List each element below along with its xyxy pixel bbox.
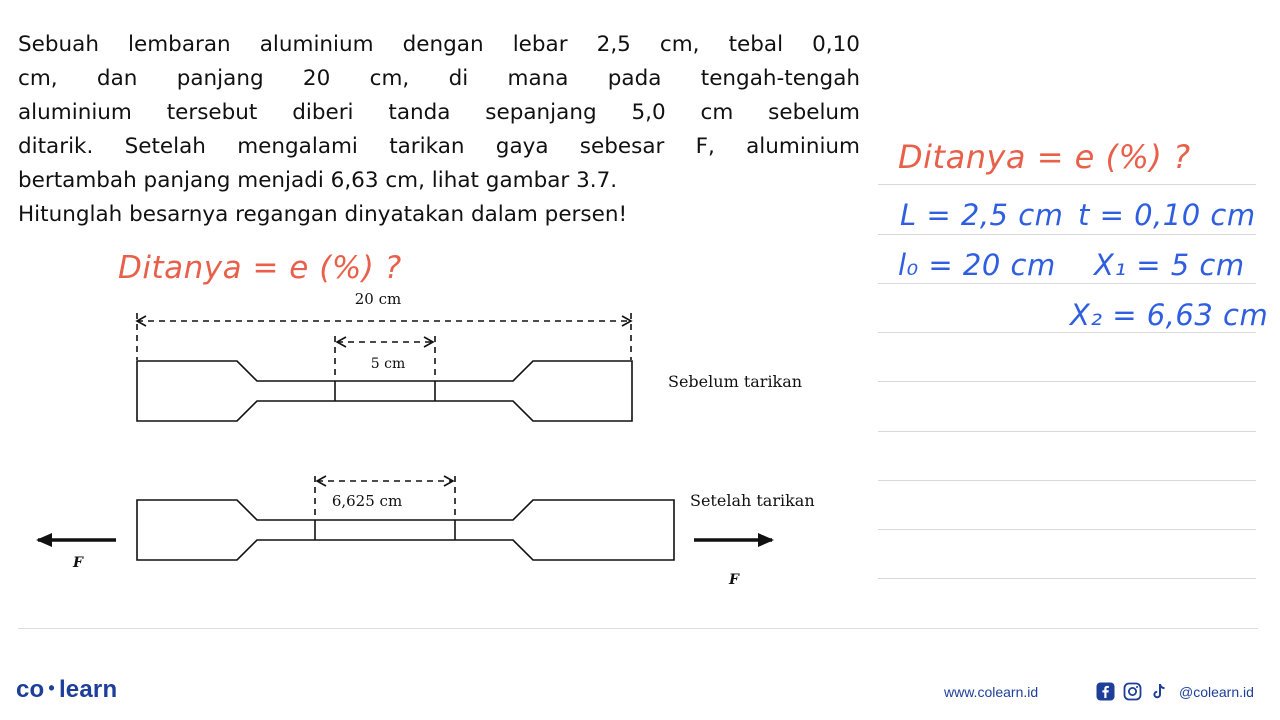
problem-line-6: Hitunglah besarnya regangan dinyatakan dalam persen! [18,202,628,227]
handwritten-asked-left: Ditanya = e (%) ? [118,250,402,286]
problem-line-5: bertambah panjang menjadi 6,63 cm, lihat gambar 3.7. [18,168,618,193]
problem-line-4: ditarik. Setelah mengalami tarikan gaya sebesar F, aluminium [18,134,860,159]
label-total-length: 20 cm [354,290,402,308]
social-handle[interactable]: @colearn.id [1179,683,1254,700]
label-gauge-before: 5 cm [370,356,406,372]
specimen-after [137,500,674,560]
problem-line-2: cm, dan panjang 20 cm, di mana pada tengah-tengah [18,66,860,91]
handwritten-asked-main: Ditanya = e (%) ? [898,138,1191,176]
website-link[interactable]: www.colearn.id [944,684,1039,700]
brand-left: co [16,676,45,703]
tiktok-icon[interactable] [1150,682,1169,701]
given-mark-after: X₂ = 6,63 cm [1070,298,1269,332]
given-thickness: t = 0,10 cm [1078,198,1256,232]
dimension-total-length [137,290,631,360]
problem-line-1: Sebuah lembaran aluminium dengan lebar 2,5 cm, tebal 0,10 [18,32,860,57]
label-gauge-after: 6,625 cm [331,492,403,510]
problem-line-3: aluminium tersebut diberi tanda sepanjang 5,0 cm sebelum [18,100,860,125]
given-width: L = 2,5 cm [900,198,1064,232]
label-force-right: F [729,572,739,588]
label-force-left: F [73,555,83,571]
dimension-gauge-after [315,476,455,518]
brand-dot-icon: • [48,678,55,698]
social-links [1096,682,1254,701]
given-mark-before: X₁ = 5 cm [1094,248,1245,282]
colearn-logo [16,676,117,704]
facebook-icon[interactable] [1096,682,1115,701]
dimension-gauge-before [335,336,435,380]
brand-right: learn [58,676,118,703]
instagram-icon[interactable] [1123,682,1142,701]
given-initial-length: l₀ = 20 cm [898,248,1056,282]
label-after-pulling: Setelah tarikan [690,491,815,510]
footer-divider [18,628,1258,629]
label-before-pulling: Sebelum tarikan [668,372,803,391]
